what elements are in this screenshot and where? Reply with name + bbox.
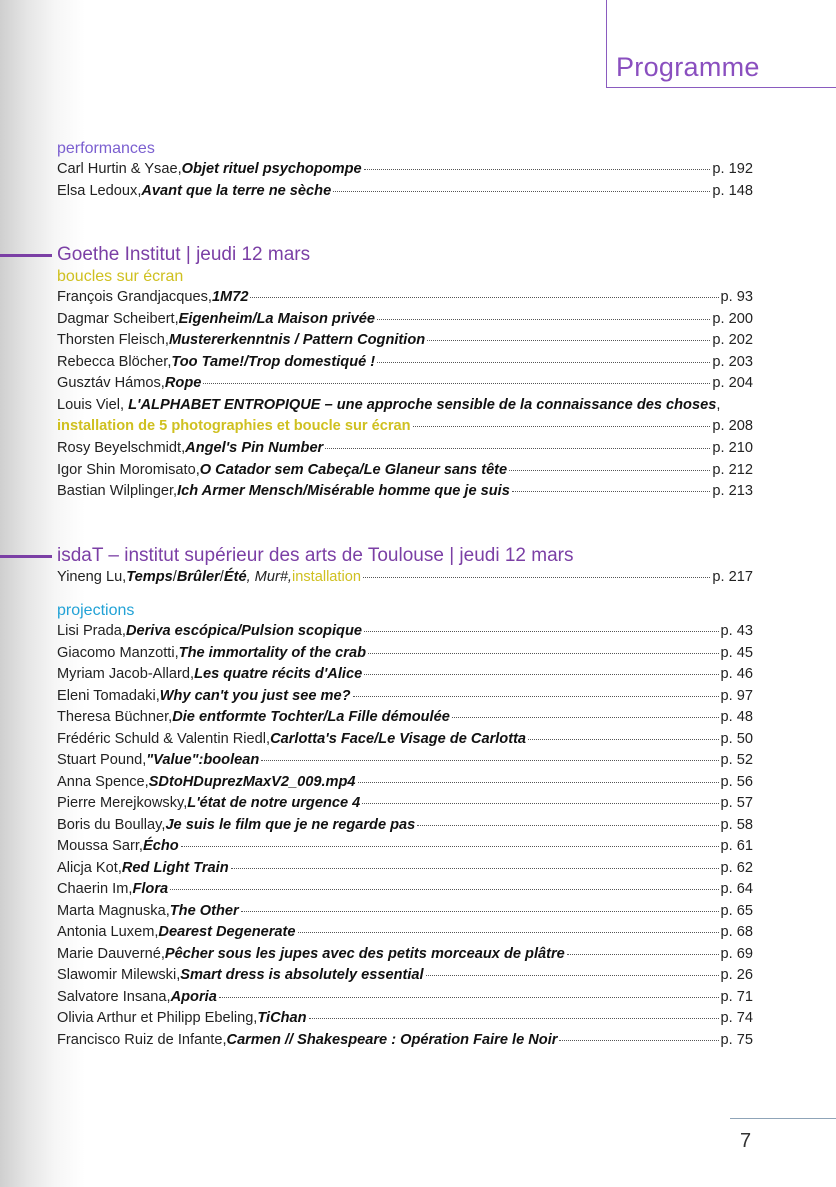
artist-name: Marie Dauverné,: [57, 945, 165, 962]
dot-leader: [170, 889, 718, 890]
goethe-section-title: Goethe Institut | jeudi 12 mars: [57, 244, 311, 265]
dot-leader: [509, 470, 710, 471]
separator: /: [172, 569, 177, 585]
footer-rule: [730, 1118, 836, 1119]
artist-name: Rebecca Blöcher,: [57, 353, 172, 370]
dot-leader: [325, 448, 710, 449]
work-title: Flora: [132, 881, 169, 897]
page-ref: p. 212: [712, 461, 753, 478]
page-ref: p. 58: [720, 816, 753, 833]
artist-name: Eleni Tomadaki,: [57, 687, 160, 704]
page-ref: p. 50: [720, 730, 753, 747]
page-ref: p. 203: [712, 353, 753, 370]
page-ref: p. 48: [720, 709, 753, 725]
toc-entry: [57, 709, 753, 730]
artist-name: Alicja Kot,: [57, 859, 122, 876]
work-extra: , Mur#,: [246, 569, 292, 585]
page-title: Programme: [616, 52, 760, 82]
dot-leader: [559, 1040, 718, 1041]
page-ref: p. 56: [720, 773, 753, 790]
work-title: Je suis le film que je ne regarde pas: [165, 816, 416, 833]
artist-name: Frédéric Schuld & Valentin Riedl,: [57, 730, 271, 747]
page-ref: p. 62: [720, 859, 753, 876]
artist-name: Lisi Prada,: [57, 623, 126, 639]
artist-name: Theresa Büchner,: [57, 709, 173, 725]
work-title: Dearest Degenerate: [158, 924, 296, 940]
toc-entry: [57, 311, 753, 332]
page-ref: p. 26: [720, 967, 753, 983]
work-title: Objet rituel psychopompe: [181, 161, 362, 177]
work-title: Die entformte Tochter/La Fille démoulée: [172, 709, 450, 725]
work-title: Red Light Train: [121, 859, 229, 876]
work-title-2: Brûler: [176, 569, 220, 585]
work-title: "Value":boolean: [146, 752, 260, 768]
toc-entry: [57, 989, 753, 1010]
artist-name: Thorsten Fleisch,: [57, 332, 169, 348]
toc-entry: [57, 967, 753, 988]
dot-leader: [353, 696, 719, 697]
artist-name: Elsa Ledoux,: [57, 182, 142, 199]
artist-name: Yineng Lu,: [57, 569, 127, 585]
toc-entry: [57, 860, 753, 881]
dot-leader: [413, 426, 711, 427]
artist-name: Dagmar Scheibert,: [57, 310, 179, 327]
toc-entry: [57, 623, 753, 644]
dot-leader: [567, 954, 719, 955]
dot-leader: [231, 868, 719, 869]
page-ref: p. 208: [712, 418, 753, 434]
toc-entry: [57, 483, 753, 504]
page-ref: p. 200: [712, 310, 753, 327]
dot-leader: [309, 1018, 719, 1019]
artist-name: Moussa Sarr,: [57, 838, 143, 854]
page-ref: p. 61: [720, 838, 753, 854]
work-title: The Other: [169, 902, 239, 919]
dot-leader: [333, 191, 710, 192]
page-number: 7: [740, 1130, 752, 1152]
dot-leader: [377, 319, 710, 320]
page-ref: p. 217: [712, 569, 753, 585]
artist-name: Antonia Luxem,: [57, 924, 159, 940]
installation-label: installation: [292, 569, 361, 585]
dot-leader: [250, 297, 718, 298]
artist-name: Marta Magnuska,: [57, 902, 170, 919]
dot-leader: [417, 825, 718, 826]
work-title: Aporia: [170, 988, 217, 1005]
dot-leader: [362, 803, 718, 804]
artist-name: Chaerin Im,: [57, 881, 133, 897]
dot-leader: [512, 491, 711, 492]
artist-name: Pierre Merejkowsky,: [57, 795, 188, 811]
artist-name: Myriam Jacob-Allard,: [57, 666, 195, 682]
artist-name: Stuart Pound,: [57, 752, 147, 768]
toc-entry: [57, 375, 753, 396]
toc-entry: [57, 752, 753, 773]
toc-entry: [57, 161, 753, 182]
artist-name: Rosy Beyelschmidt,: [57, 440, 186, 456]
toc-entry: [57, 645, 753, 666]
page-ref: p. 204: [712, 375, 753, 391]
toc-entry: [57, 183, 753, 204]
work-title: Angel's Pin Number: [185, 440, 324, 456]
work-title: Deriva escópica/Pulsion scopique: [125, 623, 362, 639]
work-title: 1M72: [211, 289, 249, 305]
toc-entry: [57, 731, 753, 752]
artist-name: Anna Spence,: [57, 773, 149, 790]
work-title: Too Tame!/Trop domestiqué !: [171, 353, 376, 370]
artist-name: Igor Shin Moromisato,: [57, 461, 200, 478]
toc-entry: [57, 1032, 753, 1053]
artist-name: François Grandjacques,: [57, 289, 212, 305]
work-title: The immortality of the crab: [178, 644, 366, 661]
dot-leader: [181, 846, 719, 847]
artist-name: Salvatore Insana,: [57, 988, 171, 1005]
work-title: Les quatre récits d'Alice: [194, 666, 363, 682]
toc-entry: [57, 332, 753, 353]
isdat-section-title: isdaT – institut supérieur des arts de Toulouse | jeudi 12 mars: [57, 545, 574, 566]
work-title: TiChan: [257, 1010, 307, 1026]
artist-name: Giacomo Manzotti,: [57, 644, 179, 661]
artist-name: Carl Hurtin & Ysae,: [57, 161, 182, 177]
performances-heading: performances: [57, 140, 155, 157]
work-title: L'ALPHABET ENTROPIQUE – une approche sensible de la connaissance des choses: [128, 397, 717, 413]
artist-name: Gusztáv Hámos,: [57, 375, 165, 391]
dot-leader: [364, 674, 718, 675]
toc-entry: [57, 774, 753, 795]
page-ref: p. 52: [720, 752, 753, 768]
page-ref: p. 213: [712, 483, 753, 499]
toc-entry: [57, 666, 753, 687]
page-ref: p. 97: [720, 687, 753, 704]
toc-entry: [57, 462, 753, 483]
dot-leader: [427, 340, 710, 341]
dot-leader: [364, 169, 711, 170]
page-ref: p. 65: [720, 902, 753, 919]
dot-leader: [241, 911, 719, 912]
toc-entry: [57, 795, 753, 816]
work-title: Eigenheim/La Maison privée: [178, 310, 375, 327]
dot-leader: [363, 577, 710, 578]
page-ref: p. 192: [712, 161, 753, 177]
page-ref: p. 202: [712, 332, 753, 348]
comma: ,: [716, 397, 721, 413]
work-title: Carmen // Shakespeare : Opération Faire le Noir: [226, 1031, 558, 1048]
artist-name: Louis Viel,: [57, 397, 129, 413]
artist-name: Bastian Wilplinger,: [57, 483, 178, 499]
toc-entry: [57, 1010, 753, 1031]
work-title: Mustererkenntnis / Pattern Cognition: [168, 332, 426, 348]
dot-leader: [261, 760, 718, 761]
work-title: L'état de notre urgence 4: [187, 795, 361, 811]
page-ref: p. 210: [712, 440, 753, 456]
toc-entry: [57, 354, 753, 375]
work-title: Avant que la terre ne sèche: [141, 182, 332, 199]
page-ref: p. 148: [712, 182, 753, 199]
dot-leader: [203, 383, 710, 384]
dot-leader: [377, 362, 710, 363]
work-title: Écho: [142, 838, 179, 854]
work-title: SDtoHDuprezMaxV2_009.mp4: [148, 773, 356, 790]
dot-leader: [426, 975, 719, 976]
work-title-3: Été: [223, 569, 247, 585]
work-title: Pêcher sous les jupes avec des petits morceaux de plâtre: [164, 945, 565, 962]
installation-label: installation de 5 photographies et boucle sur écran: [57, 418, 411, 434]
artist-name: Olivia Arthur et Philipp Ebeling,: [57, 1010, 258, 1026]
section-marker-goethe: [0, 254, 52, 257]
dot-leader: [219, 997, 719, 998]
work-title: Why can't you just see me?: [159, 687, 351, 704]
projections-heading: projections: [57, 602, 135, 619]
page-ref: p. 43: [720, 623, 753, 639]
page-ref: p. 45: [720, 644, 753, 661]
artist-name: Boris du Boullay,: [57, 816, 166, 833]
viel-entry-line2: [57, 418, 753, 439]
work-title: Carlotta's Face/Le Visage de Carlotta: [270, 730, 527, 747]
page-ref: p. 68: [720, 924, 753, 940]
dot-leader: [528, 739, 718, 740]
work-title: Ich Armer Mensch/Misérable homme que je suis: [177, 483, 510, 499]
dot-leader: [364, 631, 719, 632]
page-ref: p. 57: [720, 795, 753, 811]
dot-leader: [298, 932, 719, 933]
dot-leader: [358, 782, 719, 783]
page-ref: p. 64: [720, 881, 753, 897]
toc-entry: [57, 903, 753, 924]
viel-entry-line1: [57, 397, 720, 413]
separator: /: [219, 569, 224, 585]
toc-entry: [57, 817, 753, 838]
page-ref: p. 69: [720, 945, 753, 962]
page-ref: p. 74: [720, 1010, 753, 1026]
toc-entry: [57, 688, 753, 709]
toc-entry: [57, 946, 753, 967]
dot-leader: [368, 653, 719, 654]
goethe-subtitle: boucles sur écran: [57, 268, 184, 285]
page-ref: p. 71: [720, 988, 753, 1005]
page-ref: p. 75: [720, 1031, 753, 1048]
section-marker-isdat: [0, 555, 52, 558]
work-title: O Catador sem Cabeça/Le Glaneur sans tête: [199, 461, 508, 478]
toc-entry: [57, 881, 753, 902]
toc-entry: [57, 838, 753, 859]
toc-entry: [57, 924, 753, 945]
work-title: Smart dress is absolutely essential: [180, 967, 424, 983]
work-title: Rope: [164, 375, 202, 391]
work-title-1: Temps: [126, 569, 173, 585]
page-ref: p. 46: [720, 666, 753, 682]
page-ref: p. 93: [720, 289, 753, 305]
toc-entry: [57, 289, 753, 310]
artist-name: Slawomir Milewski,: [57, 967, 181, 983]
dot-leader: [452, 717, 719, 718]
artist-name: Francisco Ruiz de Infante,: [57, 1031, 227, 1048]
toc-entry: [57, 440, 753, 461]
lu-entry: [57, 569, 753, 590]
